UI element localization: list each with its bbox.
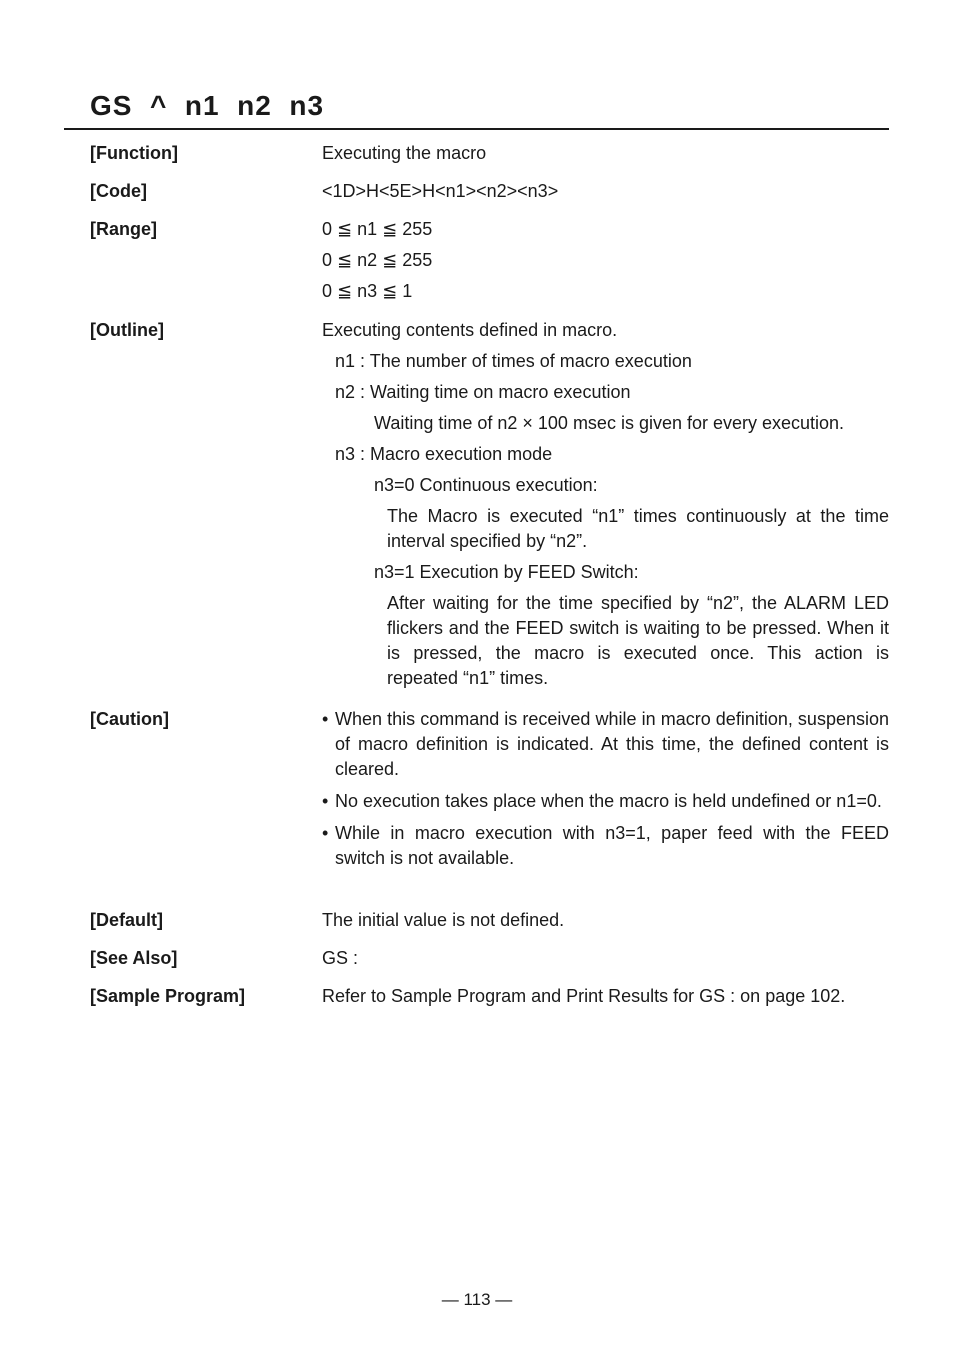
sample-program-text: Refer to Sample Program and Print Results for GS : on page 102. (322, 986, 846, 1006)
bullet-icon: • (322, 709, 329, 729)
caution-item (322, 707, 889, 782)
outline-intro: Executing contents defined in macro. (322, 320, 618, 340)
caution-item-text: While in macro execution with n3=1, paper feed with the FEED switch is not available. (335, 823, 889, 868)
caution-item (322, 789, 889, 814)
sample-program-label: [Sample Program] (90, 986, 246, 1006)
code-label: [Code] (90, 181, 147, 201)
code-text: <1D>H<5E>H<n1><n2><n3> (322, 181, 559, 201)
outline-label: [Outline] (90, 320, 164, 340)
caution-label: [Caution] (90, 709, 169, 729)
outline-n1: n1 : The number of times of macro execution (335, 351, 692, 371)
sample-program-content (322, 984, 889, 1009)
see-also-text: GS : (322, 948, 359, 968)
caution-content (322, 707, 889, 871)
bullet-icon: • (322, 823, 329, 843)
outline-n2-detail: Waiting time of n2 × 100 msec is given for every execution. (374, 413, 845, 433)
function-label: [Function] (90, 143, 178, 163)
bullet-icon: • (322, 791, 329, 811)
outline-content (322, 318, 889, 691)
command-title: GS ^ n1 n2 n3 (90, 90, 325, 121)
caution-item-text: No execution takes place when the macro is held undefined or n1=0. (335, 791, 882, 811)
default-content (322, 908, 889, 933)
outline-n3: n3 : Macro execution mode (335, 444, 553, 464)
outline-mode1-text: After waiting for the time specified by “n2”, the ALARM LED flickers and the FEED switch is waiting to be pressed. When it is pressed, the macro is executed once. This action is repeated “n1” times. (387, 593, 889, 688)
page-number: — 113 — (441, 1290, 513, 1309)
see-also-label: [See Also] (90, 948, 178, 968)
default-label: [Default] (90, 910, 163, 930)
range-line: 0 ≦ n2 ≦ 255 (322, 250, 433, 270)
outline-n2: n2 : Waiting time on macro execution (335, 382, 631, 402)
outline-mode0-title: n3=0 Continuous execution: (374, 475, 598, 495)
range-line: 0 ≦ n3 ≦ 1 (322, 281, 413, 301)
see-also-content (322, 946, 889, 971)
outline-mode1-title: n3=1 Execution by FEED Switch: (374, 562, 639, 582)
range-label: [Range] (90, 219, 157, 239)
title-rule (64, 128, 889, 130)
caution-item (322, 821, 889, 871)
outline-mode0-text: The Macro is executed “n1” times continuously at the time interval specified by “n2”. (387, 506, 889, 551)
function-text: Executing the macro (322, 143, 487, 163)
range-line: 0 ≦ n1 ≦ 255 (322, 219, 433, 239)
code-content (322, 179, 889, 204)
range-content (322, 217, 889, 304)
caution-item-text: When this command is received while in macro definition, suspension of macro definition is indicated. At this time, the defined content is cleared. (335, 709, 889, 779)
default-text: The initial value is not defined. (322, 910, 565, 930)
function-content (322, 141, 889, 166)
